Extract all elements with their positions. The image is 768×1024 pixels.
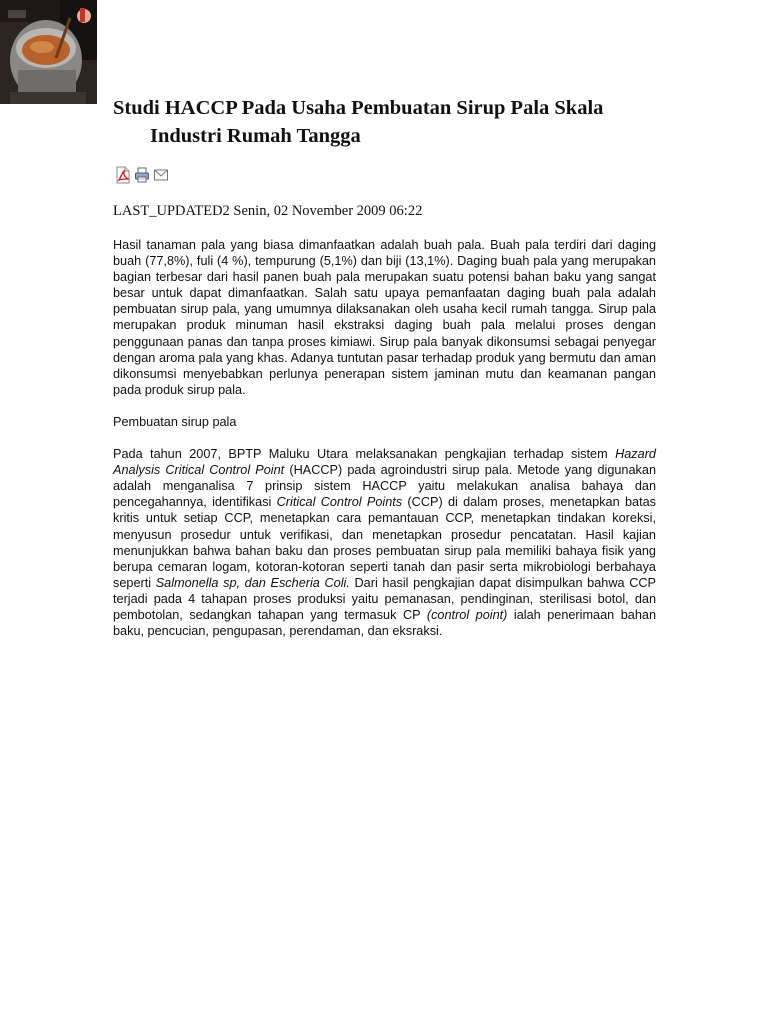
print-icon[interactable] [134, 166, 150, 184]
para2-text-5: ialah penerimaan bahan baku, pencucian, pengupasan, perendaman, dan eksraksi. [113, 607, 656, 639]
para2-text-3: (CCP) di dalam proses, menetapkan batas kritis untuk setiap CCP, menetapkan cara pemantauan CCP, menetapkan tindakan koreksi, menyusun prosedur untuk verifikasi, dan menetapkan prosedur pencatatan. Hasil kajian menunjukkan bahwa bahan baku dan proses pembuatan sirup pala memiliki bahaya fisik yang berupa cemaran logam, kotoran-kotoran seperti tanah dan pasir serta mikrobiologi berbahaya seperti [113, 495, 656, 590]
article-title [113, 94, 673, 150]
para2-text-2: (HACCP) pada agroindustri sirup pala. Metode yang digunakan adalah menganalisa 7 prinsip sistem HACCP yaitu melakukan analisa bahaya dan pencegahannya, identifikasi [113, 463, 657, 510]
para2-term-ccp: Critical Control Points [276, 495, 403, 510]
article-title-line-2: Industri Rumah Tangga [150, 125, 361, 147]
article-title-line-1: Studi HACCP Pada Usaha Pembuatan Sirup Pala Skala [113, 97, 604, 119]
para2-text-4: Dari hasil pengkajian dapat disimpulkan bahwa CCP terjadi pada 4 tahapan proses produksi yaitu pemanasan, pendinginan, sterilisasi botol, dan pembotolan, sedangkan tahapan yang termasuk CP [113, 575, 656, 622]
email-icon[interactable] [153, 166, 169, 184]
article-body [113, 237, 656, 639]
para2-term-cp: (control point) [426, 607, 508, 622]
section-heading: Pembuatan sirup pala [113, 414, 237, 429]
article-photo [0, 0, 97, 104]
last-updated: LAST_UPDATED2 Senin, 02 November 2009 06:22 [113, 203, 423, 219]
paragraph-haccp [113, 446, 656, 639]
para2-text-1: Pada tahun 2007, BPTP Maluku Utara melaksanakan pengkajian terhadap sistem [113, 447, 616, 462]
para2-term-bacteria: Salmonella sp, dan Escheria Coli. [155, 575, 350, 590]
pdf-icon[interactable] [115, 166, 131, 184]
paragraph-intro: Hasil tanaman pala yang biasa dimanfaatkan adalah buah pala. Buah pala terdiri dari daging buah (77,8%), fuli (4 %), tempurung (5,1%) dan biji (13,1%). Daging buah pala yang merupakan bagian terbesar dari hasil panen buah pala merupakan suatu potensi bahan baku yang sangat besar untuk dapat dimanfaatkan. Salah satu upaya pemanfaatan daging buah pala adalah pembuatan sirup pala, yang umumnya dilaksanakan oleh usaha kecil rumah tangga. Sirup pala merupakan produk minuman hasil ekstraksi daging buah pala melalui proses dengan penggunaan panas dan tanpa proses kimiawi. Sirup pala banyak dikonsumsi sebagai penyegar dengan aroma pala yang khas. Adanya tuntutan pasar terhadap produk yang bermutu dan aman dikonsumsi menyebabkan perlunya penerapan sistem jaminan mutu dan keamanan pangan pada produk sirup pala. [113, 238, 656, 397]
para2-term-haccp: Hazard Analysis Critical Control Point [113, 447, 656, 478]
